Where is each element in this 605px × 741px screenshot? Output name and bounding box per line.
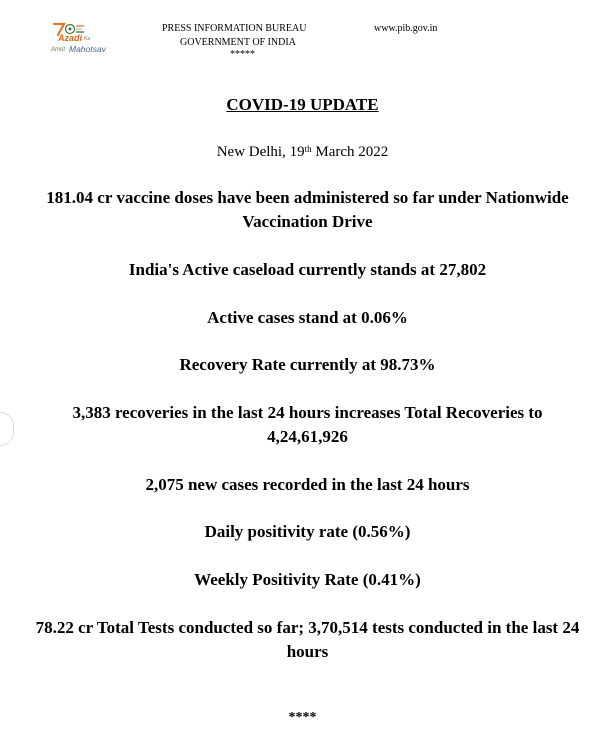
headline-active-cases-percent: Active cases stand at 0.06% — [207, 308, 408, 327]
headline-recoveries: 3,383 recoveries in the last 24 hours increases Total Recoveries to 4,24,61,926 — [72, 403, 543, 446]
header-website-link[interactable]: www.pib.gov.in — [374, 23, 438, 34]
dateline — [0, 143, 605, 161]
dateline-suffix: March 2022 — [311, 144, 389, 160]
azadi-ka-amrit-mahotsav-logo — [50, 22, 120, 60]
headline-daily-positivity: Daily positivity rate (0.56%) — [204, 522, 411, 541]
dateline-prefix: New Delhi, 19 — [216, 144, 305, 160]
logo-text-mahotsav: Mahotsav — [69, 44, 106, 54]
logo-text-ka: Ka — [84, 36, 91, 42]
logo-text-azadi: Azadi — [58, 33, 83, 43]
dateline-superscript: th — [304, 144, 312, 154]
headline-active-caseload: India's Active caseload currently stands at 27,802 — [128, 260, 487, 279]
scroll-handle[interactable] — [0, 412, 14, 446]
headline-new-cases: 2,075 new cases recorded in the last 24 hours — [145, 475, 470, 494]
headline-total-tests: 78.22 cr Total Tests conducted so far; 3,70,514 tests conducted in the last 24 hours — [35, 618, 580, 661]
end-marker: **** — [288, 710, 317, 725]
logo-text-amrit: Amrit — [51, 47, 65, 53]
page-title: COVID-19 UPDATE — [226, 95, 379, 114]
headline-recovery-rate: Recovery Rate currently at 98.73% — [179, 355, 436, 374]
headline-vaccine-doses: 181.04 cr vaccine doses have been administered so far under Nationwide Vaccination Drive — [46, 188, 569, 231]
header-government: GOVERNMENT OF INDIA — [180, 37, 296, 48]
header-bureau: PRESS INFORMATION BUREAU — [162, 23, 307, 34]
header-separator: ***** — [230, 49, 255, 60]
headline-weekly-positivity: Weekly Positivity Rate (0.41%) — [194, 570, 421, 589]
